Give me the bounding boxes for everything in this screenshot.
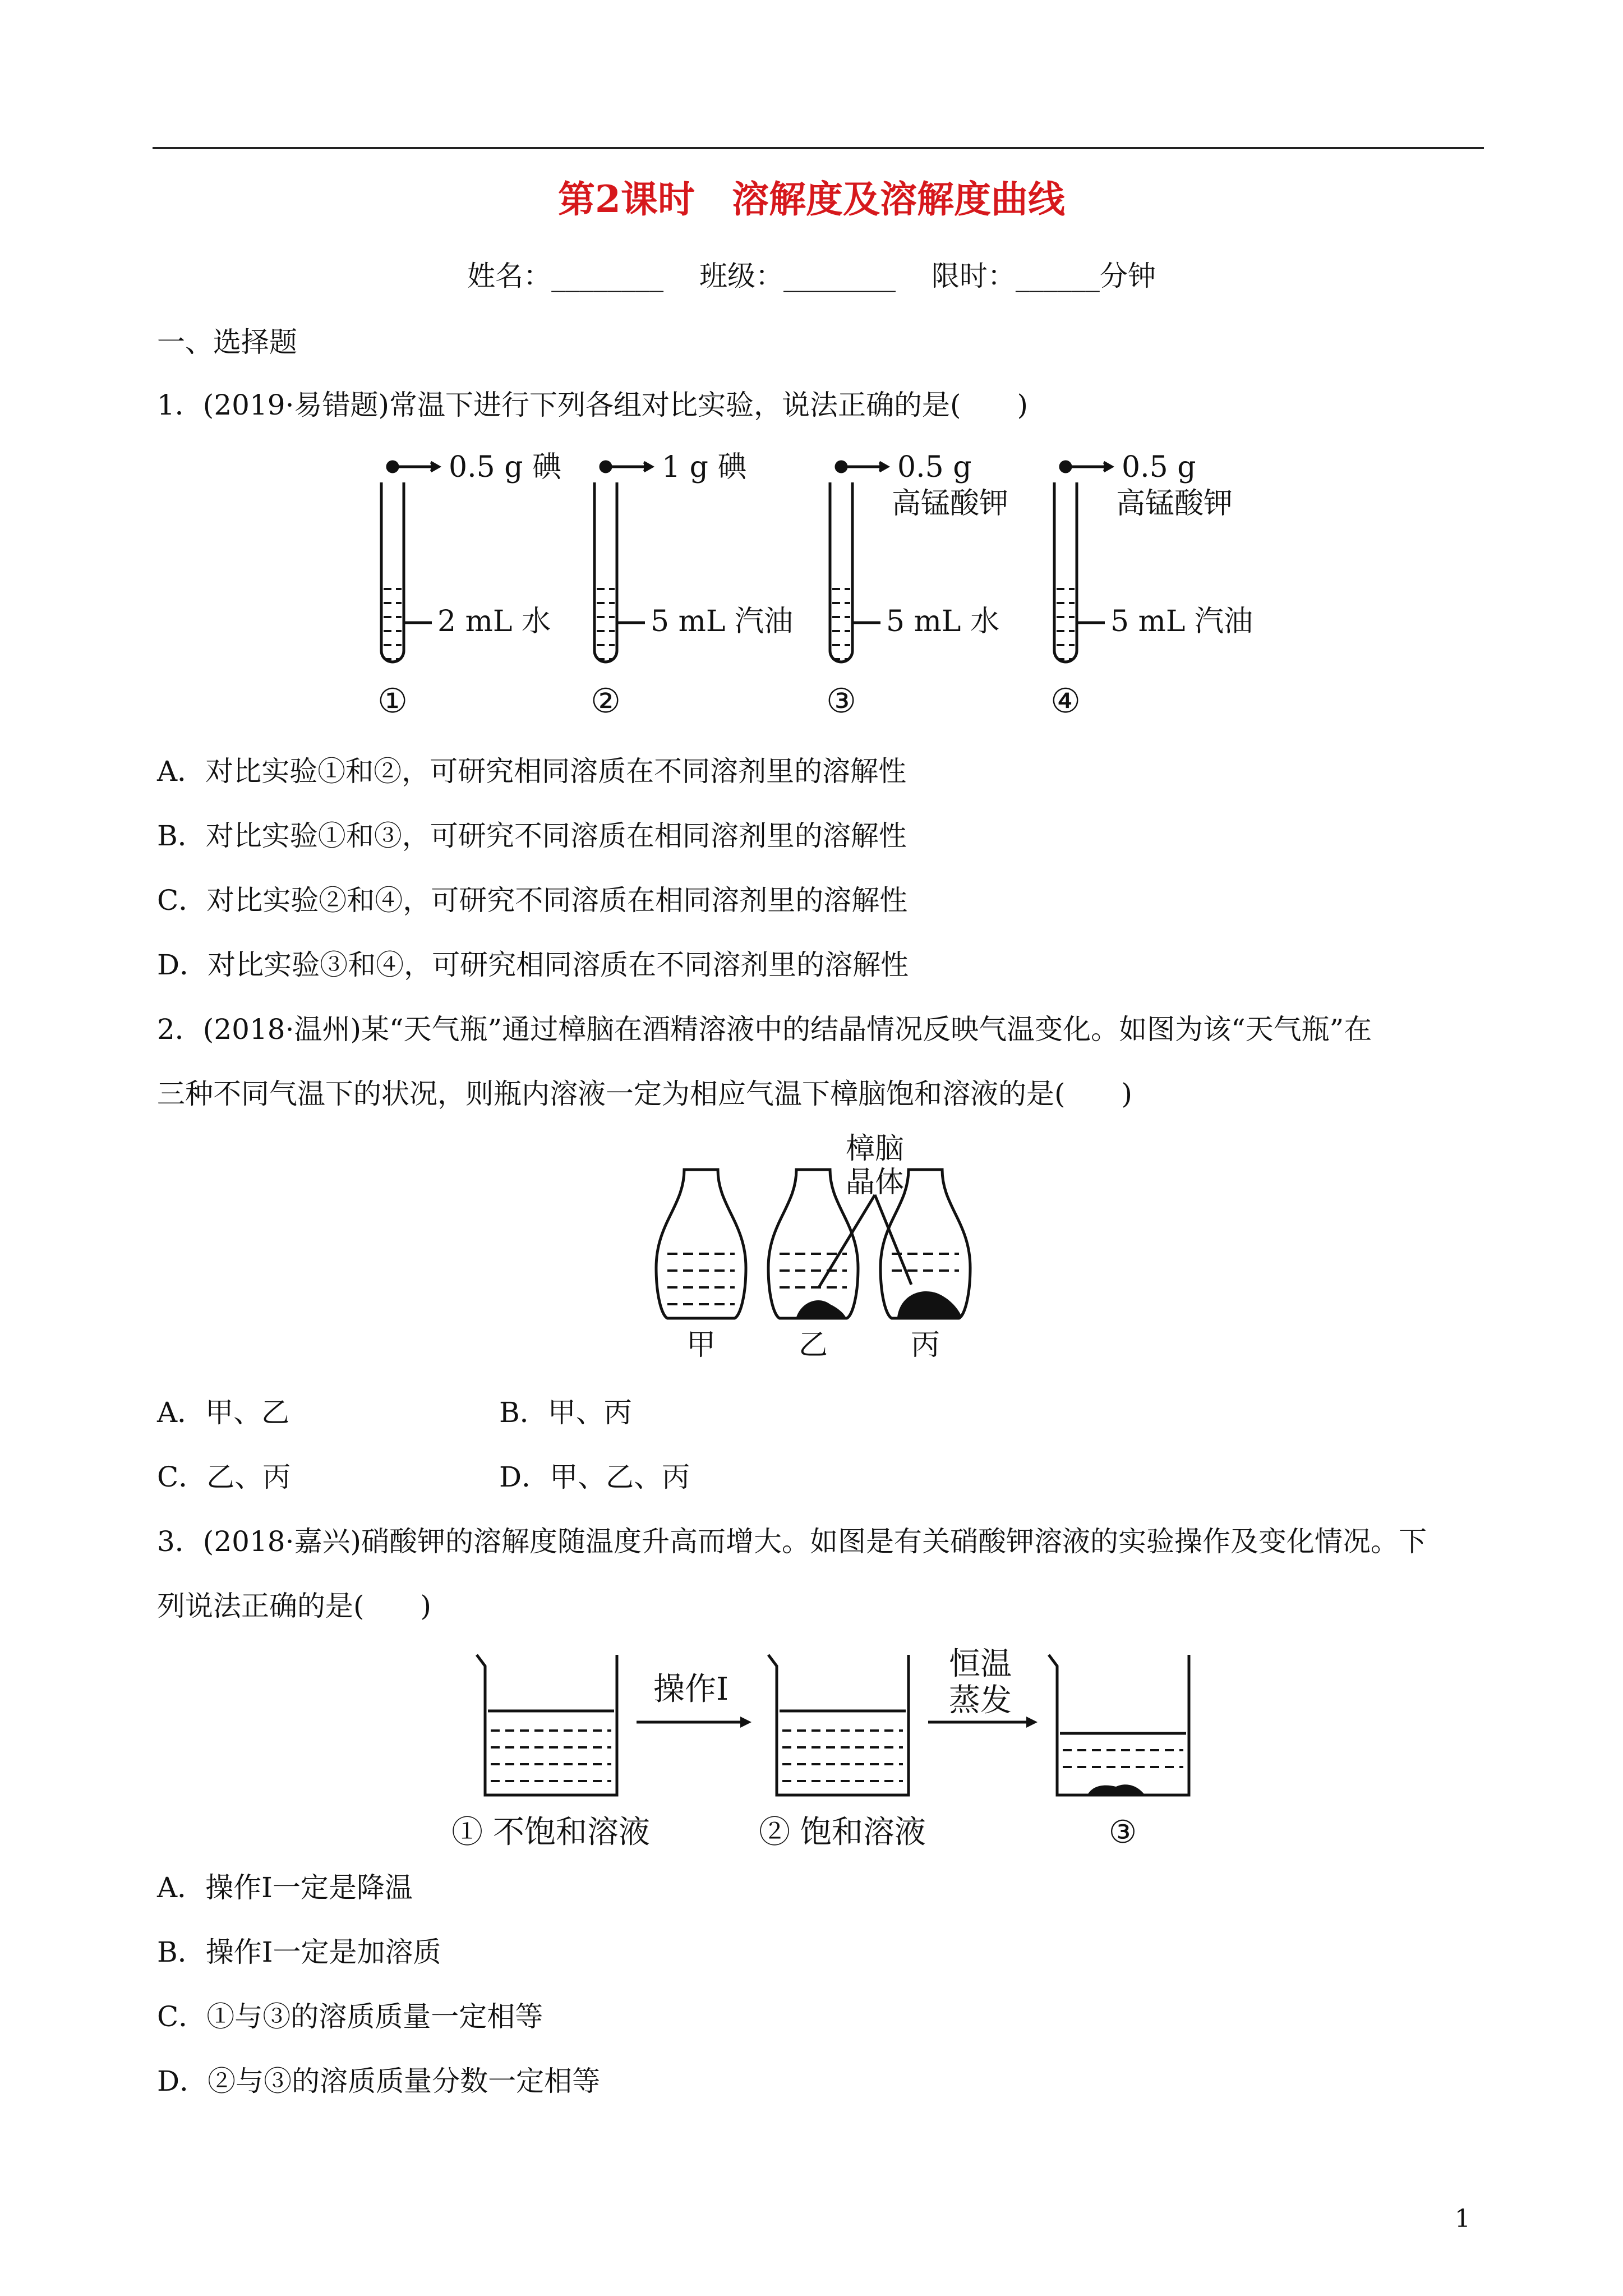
page-title: 第2课时 溶解度及溶解度曲线: [558, 177, 1065, 221]
q3-option-a: A．操作Ⅰ一定是降温: [157, 1871, 413, 1904]
section-heading: 一、选择题: [157, 326, 297, 358]
time-field-label: 限时：______分钟: [931, 260, 1156, 292]
page-number: 1: [1455, 2205, 1470, 2233]
q3-option-c: C．①与③的溶质质量一定相等: [157, 2000, 543, 2033]
operation-2-label-line2: 蒸发: [949, 1682, 1012, 1719]
crystal-yi: [796, 1300, 846, 1317]
q2-option-a: A．甲、乙: [157, 1396, 290, 1429]
q2-option-d: D．甲、乙、丙: [499, 1461, 690, 1493]
crystal-beaker-3: [1088, 1784, 1144, 1794]
class-field-label: 班级：________: [699, 260, 896, 292]
beaker-2: [768, 1655, 909, 1795]
tube-2-number: ②: [591, 682, 621, 721]
flask-label-bing: 丙: [910, 1328, 940, 1362]
header-rule: [153, 147, 1484, 149]
tube-4-solute-name: 高锰酸钾: [1116, 487, 1233, 521]
beaker-3-label: ③: [1108, 1814, 1137, 1851]
operation-1-label: 操作Ⅰ: [653, 1671, 729, 1708]
beaker-1-label: ① 不饱和溶液: [451, 1814, 650, 1851]
q1-option-b: B．对比实验①和③，可研究不同溶质在相同溶剂里的溶解性: [157, 820, 907, 852]
beaker-3: [1049, 1655, 1189, 1795]
q2-option-c: C．乙、丙: [157, 1461, 291, 1493]
flask-jia: [656, 1170, 746, 1318]
q1-option-a: A．对比实验①和②，可研究相同溶质在不同溶剂里的溶解性: [157, 755, 907, 788]
operation-2-label-line1: 恒温: [949, 1646, 1012, 1682]
beaker-1: [477, 1655, 617, 1795]
q1-option-c: C．对比实验②和④，可研究不同溶质在相同溶剂里的溶解性: [157, 884, 908, 917]
tube-4-number: ④: [1050, 682, 1081, 721]
tube-1-solvent: 2 mL 水: [437, 605, 551, 638]
name-field-label: 姓名：________: [467, 260, 664, 292]
q3-beaker-figure: [443, 1632, 1228, 1857]
flask-label-yi: 乙: [798, 1328, 828, 1362]
tube-4-solvent: 5 mL 汽油: [1110, 605, 1253, 638]
q3-option-d: D．②与③的溶质质量分数一定相等: [157, 2065, 601, 2097]
beaker-2-label: ② 饱和溶液: [759, 1814, 926, 1851]
student-info: [0, 254, 1623, 294]
q2-option-b: B．甲、丙: [499, 1396, 632, 1429]
tube-4-solute-amount: 0.5 g: [1122, 450, 1196, 484]
camphor-label-line2: 晶体: [845, 1166, 905, 1199]
q1-stem: 1．(2019·易错题)常温下进行下列各组对比实验，说法正确的是( ): [157, 389, 1028, 421]
q2-stem-line1: 2．(2018·温州)某“天气瓶”通过樟脑在酒精溶液中的结晶情况反映气温变化。如图为该“天气瓶”在: [157, 1013, 1372, 1046]
q1-option-d: D．对比实验③和④，可研究相同溶质在不同溶剂里的溶解性: [157, 949, 909, 981]
tube-1-number: ①: [377, 682, 408, 721]
q3-option-b: B．操作Ⅰ一定是加溶质: [157, 1936, 441, 1968]
tube-2-solute: 1 g 碘: [662, 450, 747, 484]
q1-test-tubes-figure: [336, 443, 1290, 735]
q2-weather-bottle-figure: [628, 1128, 1021, 1374]
q2-stem-line2: 三种不同气温下的状况，则瓶内溶液一定为相应气温下樟脑饱和溶液的是( ): [157, 1078, 1133, 1110]
camphor-label-line1: 樟脑: [845, 1132, 905, 1166]
tube-2-solvent: 5 mL 汽油: [651, 605, 793, 638]
tube-3-solute-amount: 0.5 g: [897, 450, 972, 484]
tube-3-number: ③: [826, 682, 856, 721]
flask-label-jia: 甲: [686, 1328, 716, 1362]
q3-stem-line2: 列说法正确的是( ): [157, 1590, 432, 1622]
crystal-bing: [897, 1291, 962, 1317]
tube-1-solute: 0.5 g 碘: [449, 450, 562, 484]
tube-3-solvent: 5 mL 水: [886, 605, 999, 638]
q3-stem-line1: 3．(2018·嘉兴)硝酸钾的溶解度随温度升高而增大。如图是有关硝酸钾溶液的实验操作及变化情况。下: [157, 1525, 1427, 1558]
tube-3-solute-name: 高锰酸钾: [892, 487, 1009, 521]
